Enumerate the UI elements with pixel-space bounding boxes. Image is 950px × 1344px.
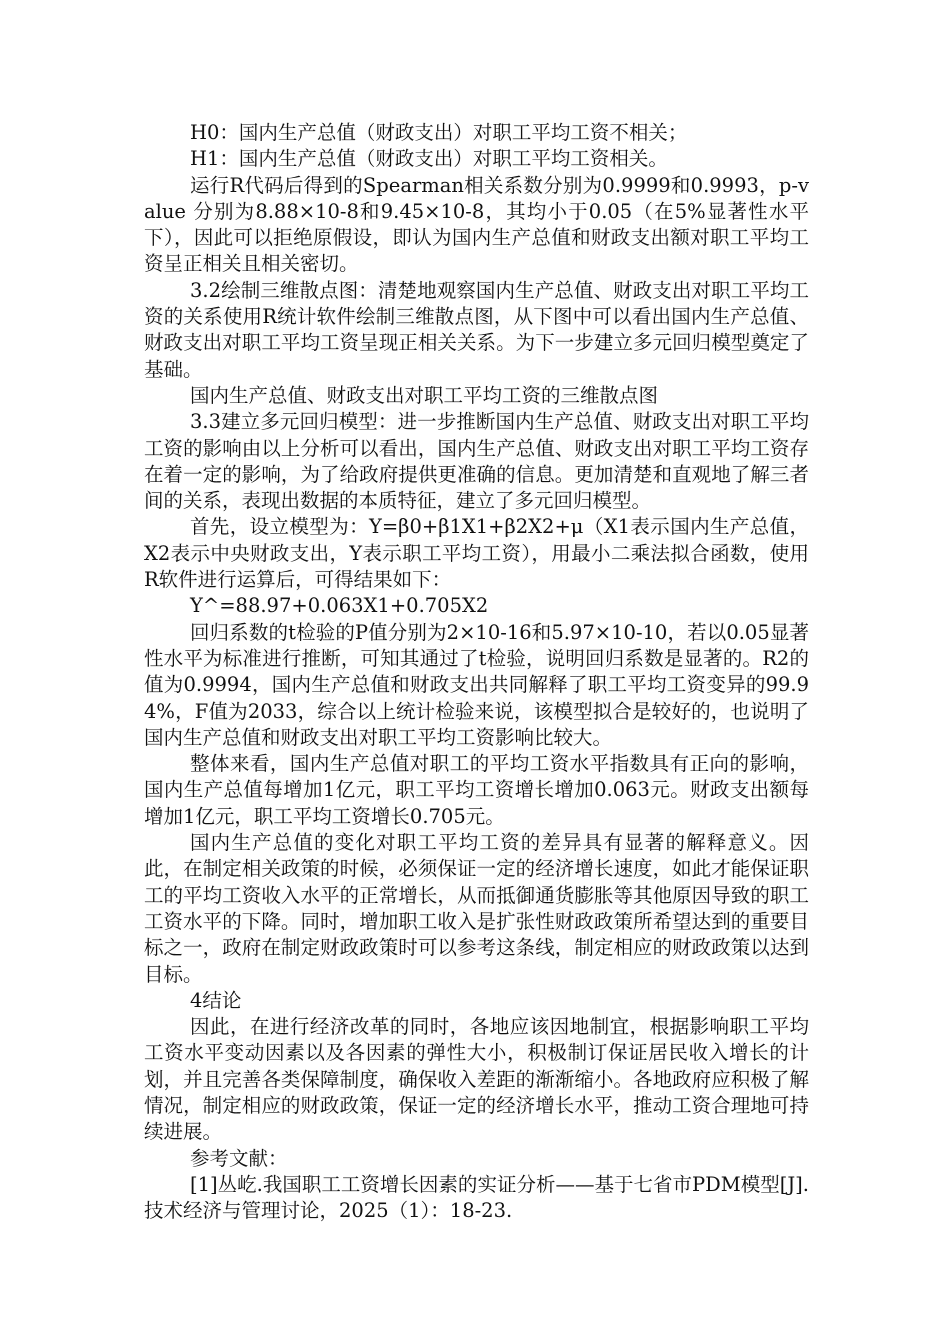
document-body <box>144 120 809 1224</box>
section-3-2-paragraph: 3.2绘制三维散点图：清楚地观察国内生产总值、财政支出对职工平均工资的关系使用R统计软件绘制三维散点图，从下图中可以看出国内生产总值、财政支出对职工平均工资呈现正相关关系。为下一步建立多元回归模型奠定了基础。 <box>144 278 809 381</box>
hypothesis-h0: H0：国内生产总值（财政支出）对职工平均工资不相关； <box>190 121 688 144</box>
section-3-3-paragraph: 3.3建立多元回归模型：进一步推断国内生产总值、财政支出对职工平均工资的影响由以上分析可以看出，国内生产总值、财政支出对职工平均工资存在着一定的影响，为了给政府提供更准确的信息。更加清楚和直观地了解三者间的关系，表现出数据的本质特征，建立了多元回归模型。 <box>144 410 809 513</box>
spearman-result-paragraph: 运行R代码后得到的Spearman相关系数分别为0.9999和0.9993，p-value 分别为8.88×10-8和9.45×10-8，其均小于0.05（在5%显著性水平下），因此可以拒绝原假设，即认为国内生产总值和财政支出额对职工平均工资呈正相关且相关密切。 <box>144 173 809 276</box>
reference-item: [1]丛屹.我国职工工资增长因素的实证分析——基于七省市PDM模型[J].技术经济与管理讨论，2025（1）：18-23. <box>144 1172 809 1223</box>
hypothesis-h1: H1：国内生产总值（财政支出）对职工平均工资相关。 <box>190 147 668 171</box>
policy-implication-paragraph: 国内生产总值的变化对职工平均工资的差异具有显著的解释意义。因此，在制定相关政策的时候，必须保证一定的经济增长速度，如此才能保证职工的平均工资收入水平的正常增长，从而抵御通货膨胀等其他原因导致的职工工资水平的下降。同时，增加职工收入是扩张性财政政策所希望达到的重要目标之一，政府在制定财政政策时可以参考这条线，制定相应的财政政策以达到目标。 <box>144 831 809 986</box>
conclusion-heading: 4结论 <box>190 988 242 1012</box>
overall-effect-paragraph: 整体来看，国内生产总值对职工的平均工资水平指数具有正向的影响，国内生产总值每增加1亿元，职工平均工资增长增加0.063元。财政支出额每增加1亿元，职工平均工资增长0.705元。 <box>144 752 809 828</box>
conclusion-paragraph: 因此，在进行经济改革的同时，各地应该因地制宜，根据影响职工平均工资水平变动因素以及各因素的弹性大小，积极制订保证居民收入增长的计划，并且完善各类保障制度，确保收入差距的渐渐缩小。各地政府应积极了解情况，制定相应的财政政策，保证一定的经济增长水平，推动工资合理地可持续进展。 <box>144 1015 809 1144</box>
regression-equation: Y^=88.97+0.063X1+0.705X2 <box>190 594 489 618</box>
figure-caption: 国内生产总值、财政支出对职工平均工资的三维散点图 <box>190 383 659 407</box>
model-setup-paragraph: 首先，设立模型为：Y=β0+β1X1+β2X2+μ（X1表示国内生产总值，X2表示中央财政支出，Y表示职工平均工资），用最小二乘法拟合函数，使用R软件进行运算后，可得结果如下： <box>144 515 809 592</box>
t-test-paragraph: 回归系数的t检验的P值分别为2×10-16和5.97×10-10，若以0.05显著性水平为标准进行推断，可知其通过了t检验，说明回归系数是显著的。R2的值为0.9994，国内生产总值和财政支出共同解释了职工平均工资变异的99.94%，F值为2033，综合以上统计检验来说，该模型拟合是较好的，也说明了国内生产总值和财政支出对职工平均工资影响比较大。 <box>144 620 809 749</box>
references-heading: 参考文献： <box>190 1146 288 1170</box>
